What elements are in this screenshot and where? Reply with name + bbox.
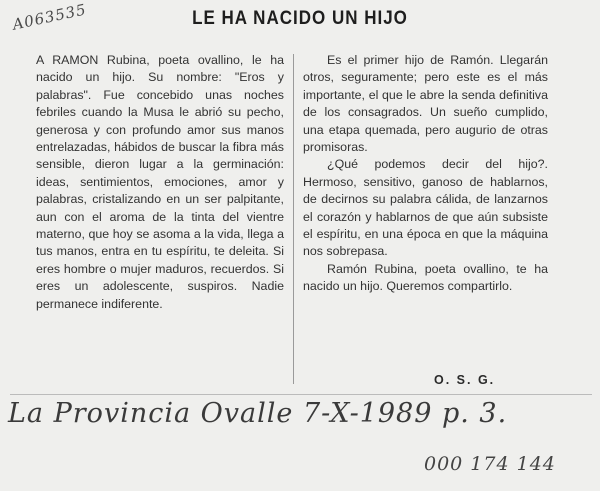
left-column	[36, 52, 284, 313]
clipping-edge	[10, 394, 592, 395]
archive-number: A063535	[10, 0, 89, 34]
right-paragraph-1: Es el primer hijo de Ramón. Llegarán otros, seguramente; pero este es el más importante, el que le abre la senda definitiva de los consagrados. Un sueño cumplido, una etapa quemada, pero augurio de otras promisoras.	[303, 53, 548, 155]
author-signature: O. S. G.	[434, 373, 496, 387]
right-column	[303, 52, 548, 296]
column-divider	[293, 54, 294, 384]
handwritten-footer-number: 000 174 144	[424, 453, 556, 475]
handwritten-source-note: La Provincia Ovalle 7-X-1989 p. 3.	[8, 398, 508, 429]
left-paragraph-1: A RAMON Rubina, poeta ovallino, le ha nacido un hijo. Su nombre: "Eros y palabras". Fue concebido unas noches febriles cuando la Musa le abrió su pecho, generosa y con profundo amor sus manos entrelazadas, hábidos de buscar la fibra más sensible, dieron lugar a la germinación: ideas, sentimientos, emociones, amor y palabras, cristalizando en un ser palpitante, aun con el aroma de la tinta del vientre materno, que hoy se asoma a la vida, llega a tus manos, entra en tu espíritu, te deleita. Si eres hombre o mujer maduros, recuerdos. Si eres un adolescente, suspiros. Nadie permanece indiferente.	[36, 53, 284, 311]
right-paragraph-2: ¿Qué podemos decir del hijo?. Hermoso, sensitivo, ganoso de hablarnos, de decirnos su palabra cálida, de lanzarnos el corazón y hablarnos de que aún subsiste el espíritu, en una época en que la máquina nos sobrepasa.	[303, 157, 548, 259]
headline: LE HA NACIDO UN HIJO	[192, 6, 408, 29]
right-paragraph-3: Ramón Rubina, poeta ovallino, te ha nacido un hijo. Queremos compartirlo.	[303, 261, 548, 294]
